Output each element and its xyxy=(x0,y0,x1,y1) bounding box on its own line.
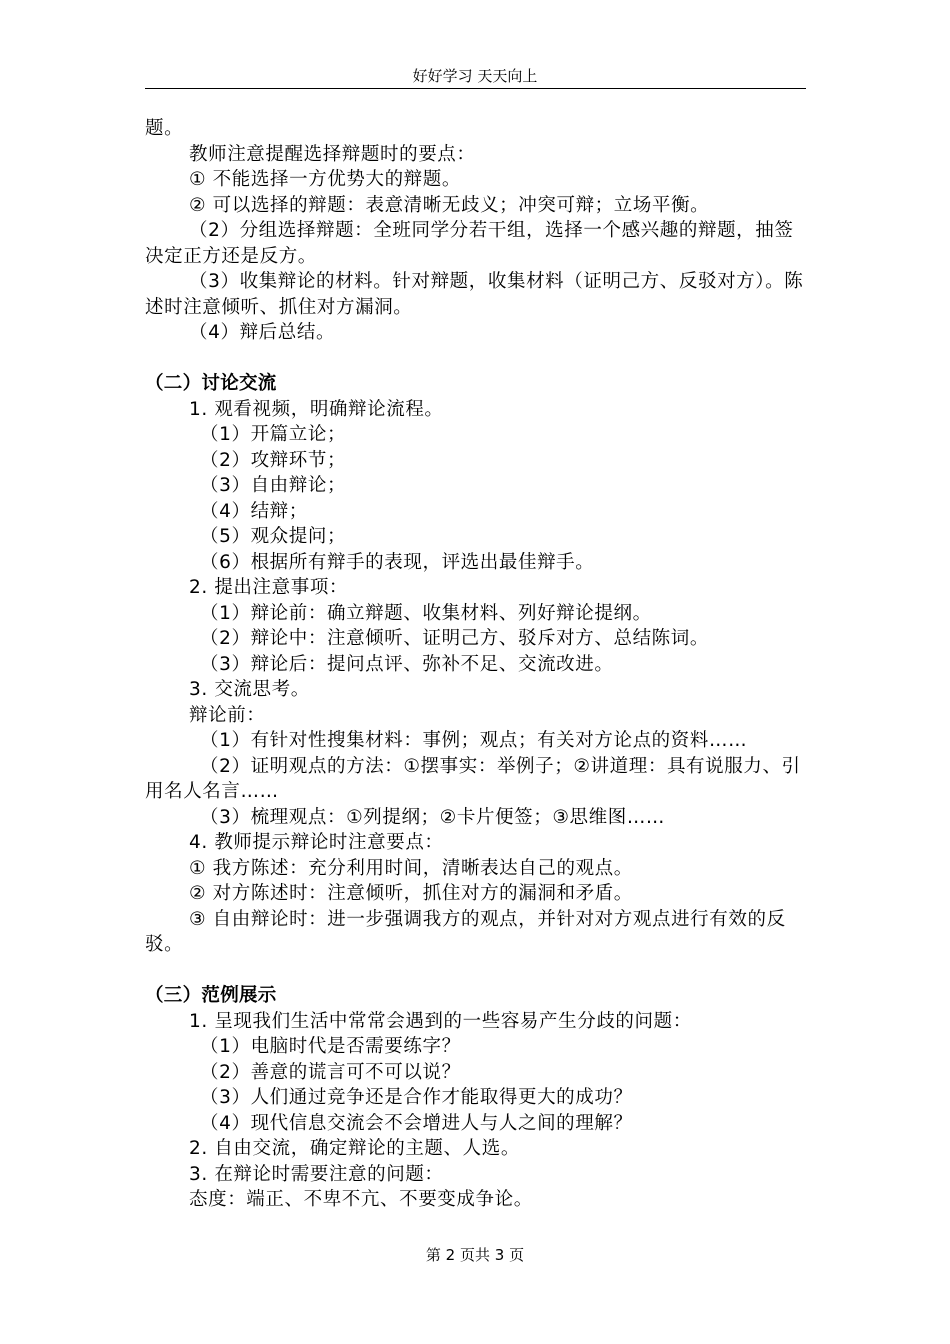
text-line: 教师注意提醒选择辩题时的要点： xyxy=(189,143,476,165)
text-line: 2. 提出注意事项： xyxy=(189,577,349,598)
paragraph: （2）分组选择辩题：全班同学分若干组，选择一个感兴趣的辩题，抽签决定正方还是反方。 xyxy=(145,220,794,267)
paragraph: ③ 自由辩论时：进一步强调我方的观点，并针对对方观点进行有效的反驳。 xyxy=(145,908,786,955)
list-item: （2）辩论中：注意倾听、证明己方、驳斥对方、总结陈词。 xyxy=(200,628,709,649)
list-item: （3）辩论后：提问点评、弥补不足、交流改进。 xyxy=(200,653,614,675)
list-item: （3）自由辩论； xyxy=(200,475,347,496)
text-line: 题。 xyxy=(145,118,184,139)
document-body xyxy=(145,116,805,1213)
list-item: （4）现代信息交流会不会增进人与人之间的理解？ xyxy=(200,1112,633,1134)
paragraph: （1）有针对性搜集材料：事例；观点；有关对方论点的资料…… xyxy=(200,730,748,751)
text-line: 2. 自由交流，确定辩论的主题、人选。 xyxy=(189,1138,520,1159)
list-item: （1）辩论前：确立辩题、收集材料、列好辩论提纲。 xyxy=(200,602,652,624)
text-line: 1. 观看视频，明确辩论流程。 xyxy=(189,398,444,420)
section-heading: （三）范例展示 xyxy=(145,985,277,1006)
section-heading: （二）讨论交流 xyxy=(145,373,277,394)
text-line: （4）辩后总结。 xyxy=(189,322,336,343)
list-item: （4）结辩； xyxy=(200,500,308,522)
page-footer: 第 2 页共 3 页 xyxy=(425,1246,525,1264)
text-line: 4. 教师提示辩论时注意要点： xyxy=(189,832,444,853)
page-header: 好好学习 天天向上 xyxy=(412,67,538,85)
list-item: （1）电脑时代是否需要练字？ xyxy=(200,1036,461,1057)
list-item: ① 不能选择一方优势大的辩题。 xyxy=(189,169,461,190)
text-line: 3. 交流思考。 xyxy=(189,679,310,700)
list-item: （2）攻辩环节； xyxy=(200,449,347,471)
text-line: 3. 在辩论时需要注意的问题： xyxy=(189,1163,444,1185)
header-divider xyxy=(145,88,806,89)
list-item: （1）开篇立论； xyxy=(200,424,347,445)
list-item: （5）观众提问； xyxy=(200,526,347,547)
paragraph: （3）收集辩论的材料。针对辩题，收集材料（证明己方、反驳对方）。陈述时注意倾听、抓住对方漏洞。 xyxy=(145,271,804,318)
list-item: ② 可以选择的辩题：表意清晰无歧义；冲突可辩；立场平衡。 xyxy=(189,194,710,216)
paragraph: （2）证明观点的方法：①摆事实：举例子；②讲道理：具有说服力、引用名人名言…… xyxy=(145,755,801,802)
text-line: 1. 呈现我们生活中常常会遇到的一些容易产生分歧的问题： xyxy=(189,1010,692,1032)
list-item: ① 我方陈述：充分利用时间，清晰表达自己的观点。 xyxy=(189,857,633,879)
text-line: 态度：端正、不卑不亢、不要变成争论。 xyxy=(189,1189,533,1210)
list-item: ② 对方陈述时：注意倾听，抓住对方的漏洞和矛盾。 xyxy=(189,883,633,904)
list-item: （3）人们通过竞争还是合作才能取得更大的成功？ xyxy=(200,1087,633,1108)
list-item: （3）梳理观点：①列提纲；②卡片便签；③思维图…… xyxy=(200,806,666,828)
list-item: （6）根据所有辩手的表现，评选出最佳辩手。 xyxy=(200,551,595,573)
list-item: （2）善意的谎言可不可以说？ xyxy=(200,1061,461,1083)
text-line: 辩论前： xyxy=(189,704,266,726)
